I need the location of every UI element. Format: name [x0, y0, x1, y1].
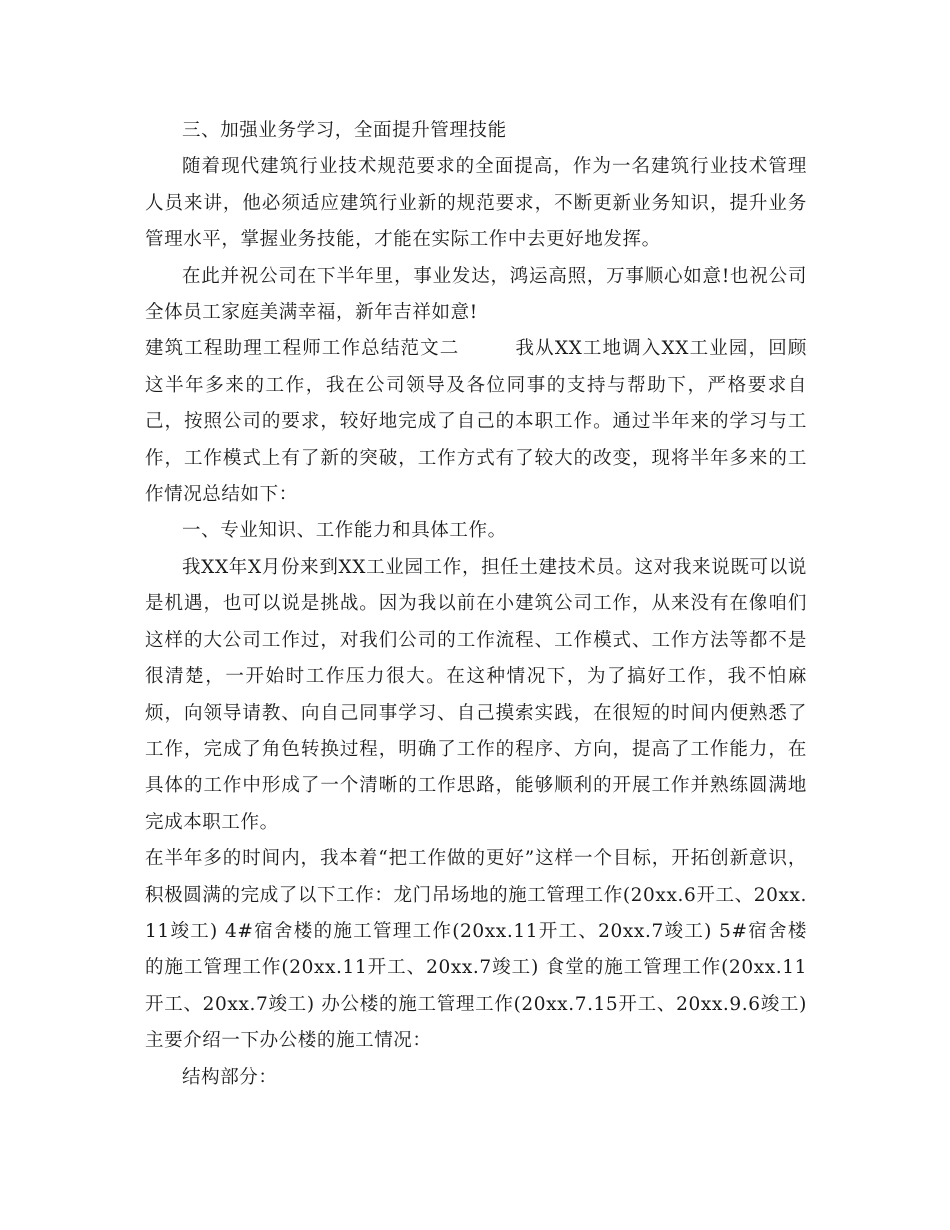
intro-text: 我从XX工地调入XX工业园，回顾这半年多来的工作，我在公司领导及各位同事的支持与帮助下，严格要求自己，按照公司的要求，较好地完成了自己的本职工作。通过半年来的学习与工作，工作模式上有了新的突破，工作方式有了较大的改变，现将半年多来的工作情况总结如下：	[145, 338, 807, 506]
document-body	[145, 113, 807, 1096]
section3-heading: 三、加强业务学习，全面提升管理技能	[182, 120, 507, 141]
section3-paragraph: 随着现代建筑行业技术规范要求的全面提高，作为一名建筑行业技术管理人员来讲，他必须适应建筑行业新的规范要求，不断更新业务知识，提升业务管理水平，掌握业务技能，才能在实际工作中去更好地发挥。	[145, 156, 807, 251]
section1-heading: 一、专业知识、工作能力和具体工作。	[182, 520, 507, 542]
wishes-paragraph: 在此并祝公司在下半年里，事业发达，鸿运高照，万事顺心如意!也祝公司全体员工家庭美满幸福，新年吉祥如意!	[145, 265, 807, 324]
projects-paragraph: 在半年多的时间内，我本着“把工作做的更好”这样一个目标，开拓创新意识，积极圆满的完成了以下工作：龙门吊场地的施工管理工作(20xx.6开工、20xx.11竣工) 4#宿舍楼的施工管理工作(20xx.11开工、20xx.7竣工) 5#宿舍楼的施工管理工作(20xx.11开工、20xx.7竣工) 食堂的施工管理工作(20xx.11开工、20xx.7竣工) 办公楼的施工管理工作(20xx.7.15开工、20xx.9.6竣工)主要介绍一下办公楼的施工情况：	[145, 848, 807, 1052]
sample2-title: 建筑工程助理工程师工作总结范文二	[145, 338, 460, 360]
work-paragraph: 我XX年X月份来到XX工业园工作，担任土建技术员。这对我来说既可以说是机遇，也可以说是挑战。因为我以前在小建筑公司工作，从来没有在像咱们这样的大公司工作过，对我们公司的工作流程、工作模式、工作方法等都不是很清楚，一开始时工作压力很大。在这种情况下，为了搞好工作，我不怕麻烦，向领导请教、向自己同事学习、自己摸索实践，在很短的时间内便熟悉了工作，完成了角色转换过程，明确了工作的程序、方向，提高了工作能力，在具体的工作中形成了一个清晰的工作思路，能够顺利的开展工作并熟练圆满地完成本职工作。	[145, 556, 807, 833]
structure-heading: 结构部分：	[182, 1066, 278, 1088]
sample2-intro-paragraph	[145, 331, 807, 513]
